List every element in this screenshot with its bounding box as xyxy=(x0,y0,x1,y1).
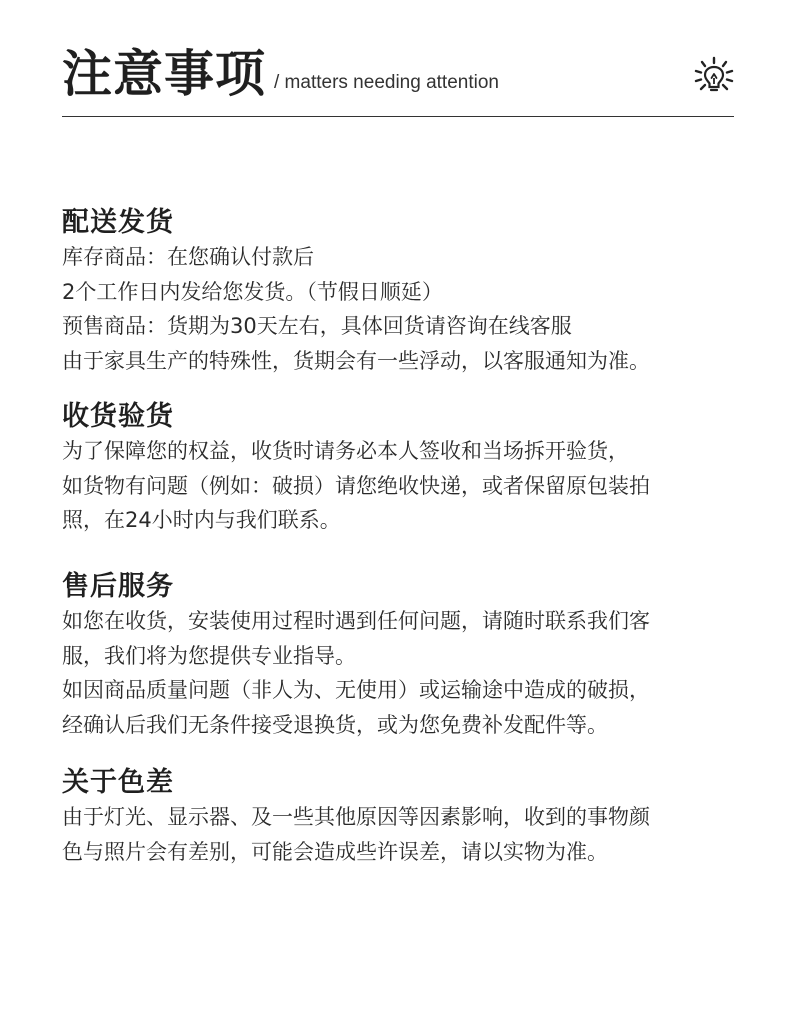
section-line: 照，在24小时内与我们联系。 xyxy=(62,508,341,532)
section-line: 2个工作日内发给您发货。（节假日顺延） xyxy=(62,279,443,304)
section-color-difference xyxy=(62,766,752,869)
section-line: 如因商品质量问题（非人为、无使用）或运输途中造成的破损， xyxy=(62,678,650,702)
section-inspection xyxy=(62,400,752,538)
section-after-sales xyxy=(62,570,752,742)
section-line: 为了保障您的权益，收货时请务必本人签收和当场拆开验货， xyxy=(62,439,629,463)
section-line: 由于家具生产的特殊性，货期会有一些浮动，以客服通知为准。 xyxy=(62,348,650,373)
section-line: 库存商品：在您确认付款后 xyxy=(62,245,314,269)
section-line: 如您在收货，安装使用过程时遇到任何问题，请随时联系我们客 xyxy=(62,609,650,633)
section-title: 配送发货 xyxy=(62,207,174,238)
section-title: 收货验货 xyxy=(62,401,174,432)
section-line: 如货物有问题（例如：破损）请您绝收快递，或者保留原包装拍 xyxy=(62,473,650,498)
page-subtitle: / matters needing attention xyxy=(274,72,499,93)
section-title: 关于色差 xyxy=(62,767,174,798)
page-title: 注意事项 xyxy=(62,45,266,103)
section-line: 由于灯光、显示器、及一些其他原因等因素影响，收到的事物颜 xyxy=(62,805,650,829)
section-line: 经确认后我们无条件接受退换货，或为您免费补发配件等。 xyxy=(62,712,608,737)
section-line: 预售商品：货期为30天左右，具体回货请咨询在线客服 xyxy=(62,314,572,338)
section-title: 售后服务 xyxy=(62,571,174,602)
section-line: 色与照片会有差别，可能会造成些许误差，请以实物为准。 xyxy=(62,839,608,864)
lightbulb-icon xyxy=(694,56,734,96)
page-header xyxy=(62,40,734,118)
header-divider xyxy=(62,116,734,117)
section-shipping xyxy=(62,206,752,378)
section-line: 服，我们将为您提供专业指导。 xyxy=(62,643,356,668)
